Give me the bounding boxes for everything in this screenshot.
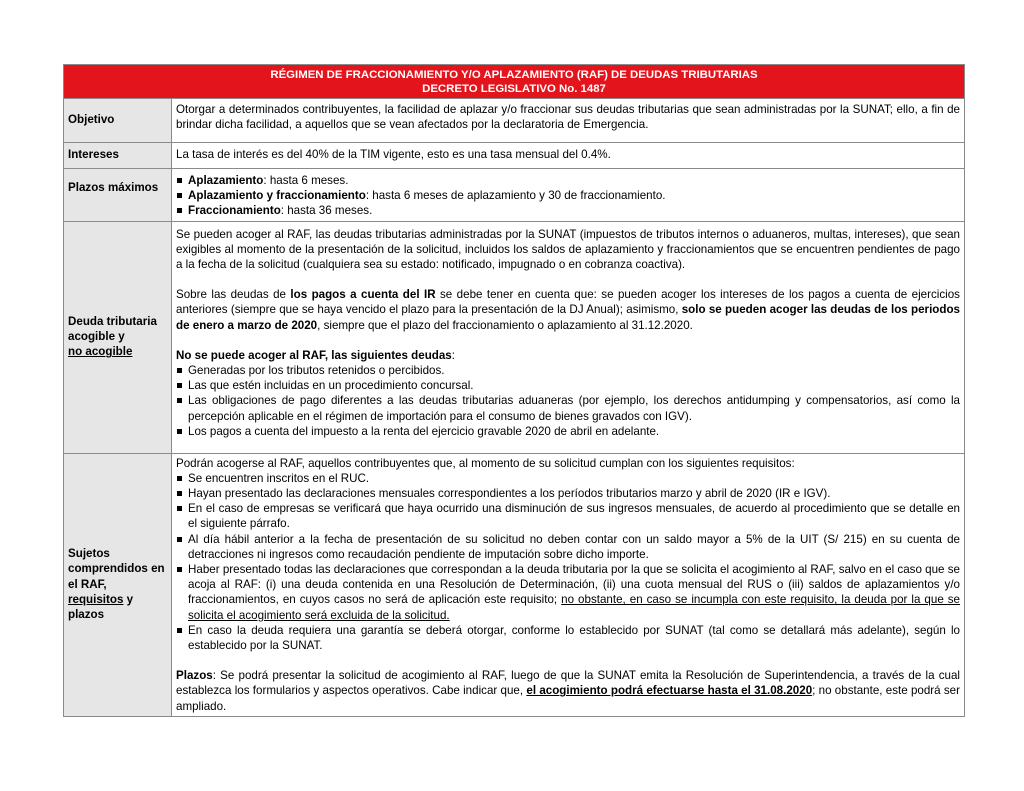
- label-deuda: [64, 221, 172, 453]
- list-item: Haber presentado todas las declaraciones que correspondan a la deuda tributaria por la que se solicita el acogimiento al RAF, salvo en el caso que se acoja al RAF: (i) una deuda contenida en una Resolución de Determinación, (ii) una cuota mensual del RUS o (iii) saldos de aplazamientos y/o fraccionamientos, en cuyos casos no será de aplicación este requisito; no obstante, en caso se incumpla con este requisito, la deuda por la que se solicita el acogimiento será excluida de la solicitud.: [176, 562, 960, 623]
- sujetos-intro: Podrán acogerse al RAF, aquellos contribuyentes que, al momento de su solicitud cumplan con los siguientes requisitos:: [176, 456, 795, 470]
- list-item: Las obligaciones de pago diferentes a las deudas tributarias aduaneras (por ejemplo, los derechos antidumping y compensatorios, así como la percepción aplicable en el régimen de importación para el consumo de bienes gravados con IGV).: [176, 393, 960, 423]
- list-item: [176, 173, 960, 188]
- list-item: Generadas por los tributos retenidos o percibidos.: [176, 363, 960, 378]
- label-deuda-part1: Deuda tributaria acogible y: [68, 314, 157, 343]
- list-item: En el caso de empresas se verificará que haya ocurrido una disminución de sus ingresos mensuales, de acuerdo al procedimiento que se detalle en el siguiente párrafo.: [176, 501, 960, 531]
- plazos-list: [176, 173, 960, 219]
- row-sujetos: [64, 453, 965, 716]
- plazos-list-cell: [172, 169, 965, 222]
- plazo-name: Fraccionamiento: [188, 204, 281, 218]
- row-intereses: [64, 143, 965, 169]
- plazo-detail: : hasta 36 meses.: [280, 204, 373, 218]
- row-deuda: [64, 221, 965, 453]
- text-deuda: [172, 221, 965, 453]
- plazo-detail: : hasta 6 meses de aplazamiento y 30 de fraccionamiento.: [365, 189, 666, 203]
- text-intereses: La tasa de interés es del 40% de la TIM vigente, esto es una tasa mensual del 0.4%.: [172, 143, 965, 169]
- list-item: [176, 203, 960, 218]
- label-objetivo: Objetivo: [64, 99, 172, 143]
- label-sujetos-part2: requisitos y plazos: [68, 592, 134, 622]
- text-objetivo: Otorgar a determinados contribuyentes, la facilidad de aplazar y/o fraccionar sus deudas tributarias que sean administradas por la SUNAT; ello, a fin de brindar dicha facilidad, a aquellos que se vean afectados por la declaratoria de Emergencia.: [172, 99, 965, 143]
- list-item: Al día hábil anterior a la fecha de presentación de su solicitud no deben contar con un saldo mayor a 5% de la UIT (S/ 215) en su cuenta de detracciones ni ingresos como recaudación pendiente de imputación sobre dicho importe.: [176, 532, 960, 562]
- table-subtitle: DECRETO LEGISLATIVO No. 1487: [422, 83, 606, 95]
- plazo-name: Aplazamiento: [188, 174, 264, 187]
- raf-summary-table: [63, 64, 965, 717]
- list-item: Las que estén incluidas en un procedimiento concursal.: [176, 378, 960, 393]
- row-objetivo: [64, 99, 965, 143]
- list-item: [176, 188, 960, 203]
- table-header: [64, 65, 965, 99]
- list-item: Hayan presentado las declaraciones mensuales correspondientes a los períodos tributarios marzo y abril de 2020 (IR e IGV).: [176, 486, 960, 501]
- deuda-paragraph-1: Se pueden acoger al RAF, las deudas tributarias administradas por la SUNAT (impuestos de tributos internos o aduaneros, multas, intereses), que sean exigibles al momento de la presentación de la solicitud, incluidos los saldos de aplazamiento y fraccionamientos que se encuentren pendientes de pago a la fecha de la solicitud (cualquiera sea su estado: notificado, impugnado o en cobranza coactiva).: [176, 227, 960, 272]
- plazo-name: Aplazamiento y fraccionamiento: [188, 189, 366, 203]
- label-plazos: Plazos máximos: [64, 169, 172, 222]
- list-item: Se encuentren inscritos en el RUC.: [176, 471, 960, 486]
- requisitos-list: [176, 471, 960, 653]
- header-row: [64, 65, 965, 99]
- label-sujetos: [64, 453, 172, 716]
- label-intereses: Intereses: [64, 143, 172, 169]
- no-acogible-list: [176, 363, 960, 439]
- table-title: RÉGIMEN DE FRACCIONAMIENTO Y/O APLAZAMIENTO (RAF) DE DEUDAS TRIBUTARIAS: [270, 69, 758, 81]
- list-item: Los pagos a cuenta del impuesto a la renta del ejercicio gravable 2020 de abril en adelante.: [176, 424, 960, 439]
- plazos-paragraph: Plazos: Se podrá presentar la solicitud de acogimiento al RAF, luego de que la SUNAT emita la Resolución de Superintendencia, a través de la cual establezca los formularios y aspectos operativos. Cabe indicar que, el acogimiento podrá efectuarse hasta el 31.08.2020; no obstante, este podrá ser ampliado.: [176, 669, 960, 713]
- no-acogible-heading: No se puede acoger al RAF, las siguientes deudas:: [176, 348, 455, 362]
- text-sujetos: [172, 453, 965, 716]
- deuda-paragraph-2: Sobre las deudas de los pagos a cuenta del IR se debe tener en cuenta que: se pueden acoger los intereses de los pagos a cuenta de ejercicios anteriores (siempre que se haya vencido el plazo para la presentación de la DJ Anual); asimismo, solo se pueden acoger las deudas de los periodos de enero a marzo de 2020, siempre que el plazo del fraccionamiento o aplazamiento al 31.12.2020.: [176, 288, 960, 332]
- list-item: En caso la deuda requiera una garantía se deberá otorgar, conforme lo establecido por SUNAT (tal como se detallará más adelante), según lo establecido por la SUNAT.: [176, 623, 960, 653]
- plazo-detail: : hasta 6 meses.: [263, 174, 349, 187]
- label-deuda-part2: no acogible: [68, 345, 133, 359]
- row-plazos: [64, 169, 965, 222]
- label-sujetos-part1: Sujetos comprendidos en el RAF,: [68, 547, 165, 591]
